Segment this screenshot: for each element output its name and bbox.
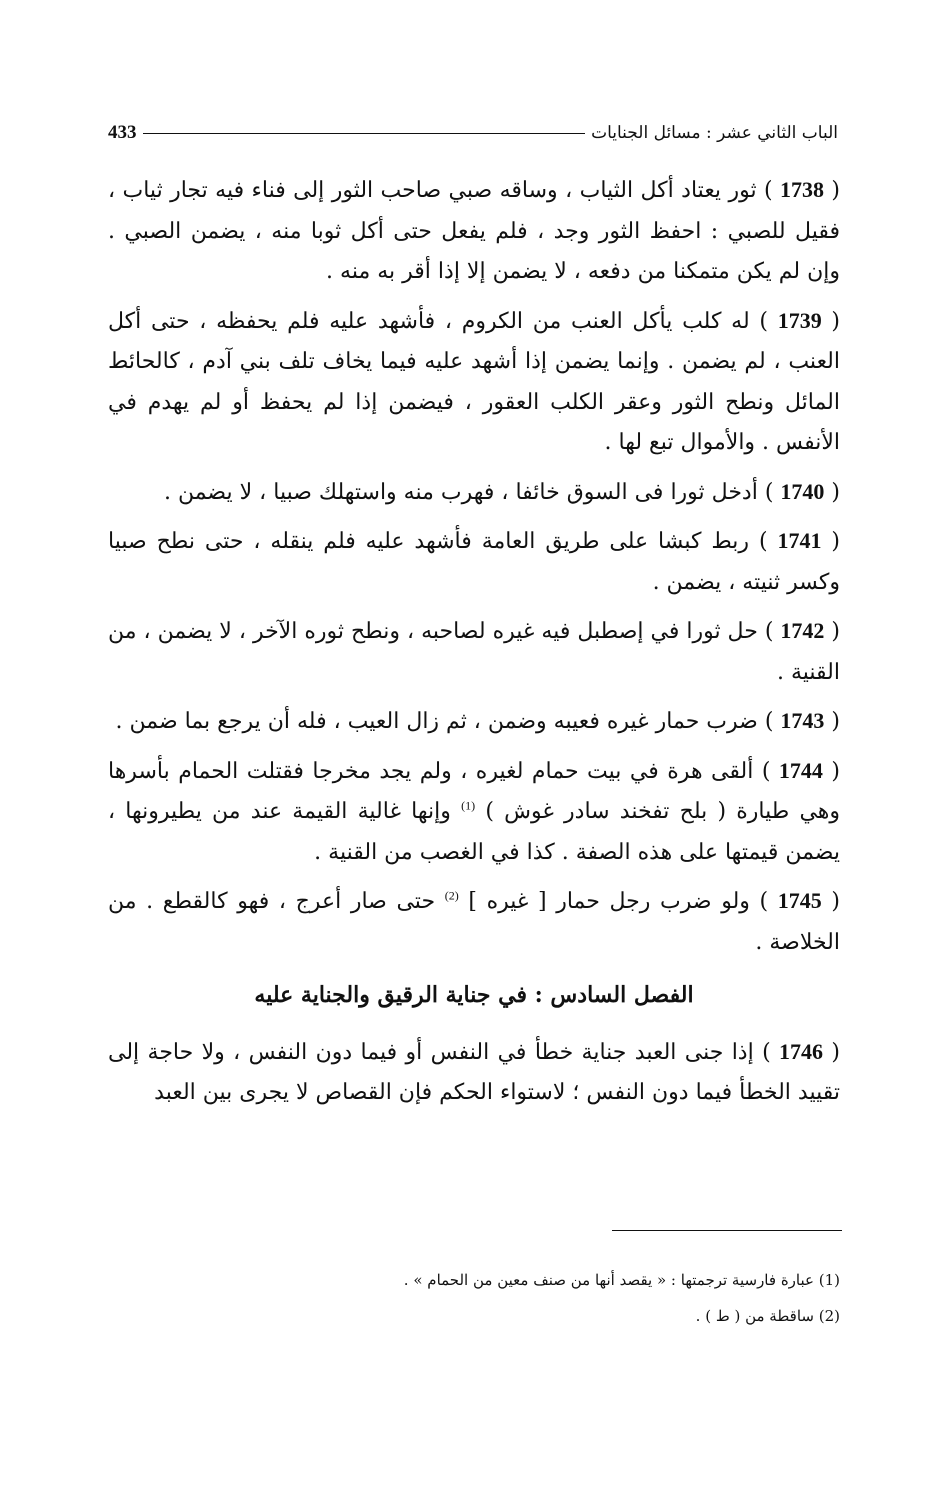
- paragraph-number: 1741: [777, 528, 822, 553]
- paragraph-1745: ( 1745 ) ولو ضرب رجل حمار [ غيره ] $^{(2)}$ حتى صار أعرج ، فهو كالقطع . من الخلاصة .: [108, 888, 841, 955]
- footnotes: [108, 1262, 840, 1334]
- paragraph-text: ألقى هرة في بيت حمام لغيره ، ولم يجد مخرجا فقتلت الحمام بأسرها وهي طيارة ( بلح تفخند سادر غوش ): [108, 758, 841, 824]
- paragraph-number: 1746: [779, 1038, 824, 1064]
- footnote-1: (1) عبارة فارسية ترجمتها : « يقصد أنها من صنف معين من الحمام » .: [403, 1271, 840, 1289]
- paragraph-number: 1740: [780, 478, 825, 504]
- paragraph-text: له كلب يأكل العنب من الكروم ، فأشهد عليه فلم يحفظه ، حتى أكل العنب ، لم يضمن . وإنما يضمن إذا أشهد عليه فيما يخاف تلف بني آدم ، كالحائط المائل ونطح الثور وعقر الكلب العقور ، فيضمن إذا لم يحفظ أو لم يهدم في الأنفس . والأموال تبع لها .: [108, 308, 840, 455]
- paragraph-text-continued: حتى صار أعرج ، فهو كالقطع . من الخلاصة .: [108, 889, 840, 955]
- paragraph-text: أدخل ثورا فى السوق خائفا ، فهرب منه واستهلك صبيا ، لا يضمن .: [163, 479, 758, 505]
- footnote-reference: (1): [461, 798, 476, 813]
- paragraph-1742: ( 1742 ) حل ثورا في إصطبل فيه غيره لصاحبه ، ونطح ثوره الآخر ، لا يضمن ، من القنية .: [108, 618, 841, 685]
- page-number: 433: [108, 122, 137, 143]
- paragraph-number: 1742: [780, 618, 825, 643]
- running-header: [108, 118, 838, 148]
- paragraph-number: 1738: [780, 177, 824, 202]
- paragraph-text: ضرب حمار غيره فعيبه وضمن ، ثم زال العيب ، فله أن يرجع بما ضمن .: [115, 709, 758, 734]
- paragraph-1741: ( 1741 ) ربط كبشا على طريق العامة فأشهد عليه فلم ينقله ، حتى نطح صبيا وكسر ثنيته ، يضمن .: [108, 528, 840, 595]
- paragraph-number: 1744: [778, 757, 823, 783]
- footnote-2: (2) ساقطة من ( ط ) .: [695, 1307, 840, 1325]
- paragraph-1746: ( 1746 ) إذا جنى العبد جناية خطأ في النفس أو فيما دون النفس ، ولا حاجة إلى تقييد الخطأ فيما دون النفس ؛ لاستواء الحكم فإن القصاص لا يجرى بين العبد: [108, 1038, 840, 1105]
- header-rule: [143, 133, 586, 134]
- running-title: الباب الثاني عشر : مسائل الجنايات: [591, 123, 838, 143]
- section-heading: الفصل السادس : في جناية الرقيق والجناية عليه: [254, 982, 694, 1008]
- paragraph-1739: ( 1739 ) له كلب يأكل العنب من الكروم ، فأشهد عليه فلم يحفظه ، حتى أكل العنب ، لم يضمن . وإنما يضمن إذا أشهد عليه فيما يخاف تلف بني آدم ، كالحائط المائل ونطح الثور وعقر الكلب العقور ، فيضمن إذا لم يحفظ أو لم يهدم في الأنفس . والأموال تبع لها .: [108, 307, 841, 455]
- paragraph-text: ثور يعتاد أكل الثياب ، وساقه صبي صاحب الثور إلى فناء فيه تجار ثياب ، فقيل للصبي : احفظ الثور وجد ، فلم يفعل حتى أكل ثوبا منه ، يضمن الصبي . وإن لم يكن متمكنا من دفعه ، لا يضمن إلا إذا أقر به منه .: [108, 178, 840, 284]
- paragraph-text: حل ثورا في إصطبل فيه غيره لصاحبه ، ونطح ثوره الآخر ، لا يضمن ، من القنية .: [108, 619, 840, 685]
- main-text: [108, 170, 840, 1122]
- footnote-reference: (2): [444, 888, 459, 903]
- paragraph-number: 1745: [777, 888, 822, 913]
- paragraph-text-continued: وإنها غالية القيمة عند من يطيرونها ، يضمن قيمتها على هذه الصفة . كذا في الغصب من القنية .: [108, 799, 840, 865]
- paragraph-number: 1743: [780, 708, 825, 733]
- paragraph-1738: ( 1738 ) ثور يعتاد أكل الثياب ، وساقه صبي صاحب الثور إلى فناء فيه تجار ثياب ، فقيل للصبي : احفظ الثور وجد ، فلم يفعل حتى أكل ثوبا منه ، يضمن الصبي . وإن لم يكن متمكنا من دفعه ، لا يضمن إلا إذا أقر به منه .: [108, 177, 840, 284]
- paragraph-text: ولو ضرب رجل حمار [ غيره ]: [468, 889, 750, 914]
- paragraph-1743: ( 1743 ) ضرب حمار غيره فعيبه وضمن ، ثم زال العيب ، فله أن يرجع بما ضمن .: [115, 708, 840, 734]
- footnote-rule: [612, 1230, 842, 1231]
- paragraph-text: إذا جنى العبد جناية خطأ في النفس أو فيما دون النفس ، ولا حاجة إلى تقييد الخطأ فيما دون النفس ؛ لاستواء الحكم فإن القصاص لا يجرى بين العبد: [108, 1039, 840, 1105]
- paragraph-1744: ( 1744 ) ألقى هرة في بيت حمام لغيره ، ولم يجد مخرجا فقتلت الحمام بأسرها وهي طيارة ( بلح تفخند سادر غوش ) $^{(1)}$ وإنها غالية القيمة عند من يطيرونها ، يضمن قيمتها على هذه الصفة . كذا في الغصب من القنية .: [108, 757, 841, 865]
- paragraph-number: 1739: [777, 307, 822, 333]
- paragraph-text: ربط كبشا على طريق العامة فأشهد عليه فلم ينقله ، حتى نطح صبيا وكسر ثنيته ، يضمن .: [108, 529, 840, 595]
- paragraph-1740: ( 1740 ) أدخل ثورا فى السوق خائفا ، فهرب منه واستهلك صبيا ، لا يضمن .: [163, 478, 840, 505]
